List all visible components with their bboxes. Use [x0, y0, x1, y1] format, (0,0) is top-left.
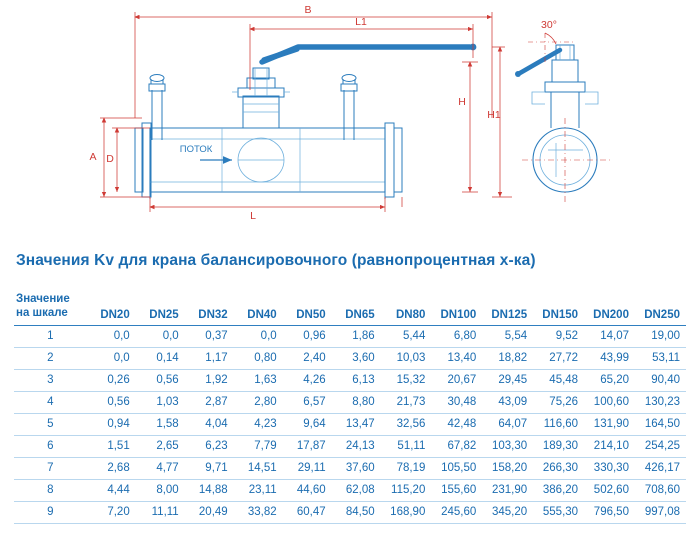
row-scale-value: 6 — [14, 435, 87, 457]
technical-drawing — [0, 0, 700, 228]
cell-dn65: 24,13 — [332, 435, 381, 457]
kv-table — [14, 292, 686, 524]
cell-dn200: 214,10 — [584, 435, 635, 457]
cell-dn40: 1,63 — [234, 369, 283, 391]
cell-dn200: 43,99 — [584, 347, 635, 369]
cell-dn32: 9,71 — [185, 457, 234, 479]
cell-dn32: 1,92 — [185, 369, 234, 391]
row-scale-value: 3 — [14, 369, 87, 391]
cell-dn150: 75,26 — [533, 391, 584, 413]
kv-table-header-row — [14, 292, 686, 325]
cell-dn20: 0,94 — [87, 413, 136, 435]
cell-dn250: 708,60 — [635, 479, 686, 501]
cell-dn100: 155,60 — [431, 479, 482, 501]
cell-dn32: 2,87 — [185, 391, 234, 413]
cell-dn150: 386,20 — [533, 479, 584, 501]
cell-dn65: 1,86 — [332, 325, 381, 347]
dimension-label-angle: 30° — [541, 19, 557, 31]
cell-dn150: 45,48 — [533, 369, 584, 391]
cell-dn32: 6,23 — [185, 435, 234, 457]
dimension-label-h: H — [458, 96, 466, 108]
row-scale-value: 2 — [14, 347, 87, 369]
cell-dn25: 0,0 — [136, 325, 185, 347]
flow-label: ПОТОК — [179, 144, 213, 155]
cell-dn125: 18,82 — [482, 347, 533, 369]
cell-dn250: 997,08 — [635, 501, 686, 523]
cell-dn200: 131,90 — [584, 413, 635, 435]
row-scale-value: 8 — [14, 479, 87, 501]
dimension-label-h1: H1 — [487, 109, 501, 121]
cell-dn80: 168,90 — [381, 501, 432, 523]
cell-dn250: 164,50 — [635, 413, 686, 435]
cell-dn125: 43,09 — [482, 391, 533, 413]
cell-dn40: 7,79 — [234, 435, 283, 457]
kv-table-body — [14, 325, 686, 523]
cell-dn32: 0,37 — [185, 325, 234, 347]
cell-dn20: 0,56 — [87, 391, 136, 413]
cell-dn125: 231,90 — [482, 479, 533, 501]
cell-dn50: 17,87 — [283, 435, 332, 457]
column-header-dn65: DN65 — [332, 292, 381, 325]
cell-dn150: 555,30 — [533, 501, 584, 523]
column-header-dn150: DN150 — [533, 292, 584, 325]
cell-dn50: 2,40 — [283, 347, 332, 369]
row-scale-value: 4 — [14, 391, 87, 413]
cell-dn20: 1,51 — [87, 435, 136, 457]
cell-dn25: 0,14 — [136, 347, 185, 369]
cell-dn25: 8,00 — [136, 479, 185, 501]
cell-dn80: 78,19 — [381, 457, 432, 479]
cell-dn20: 2,68 — [87, 457, 136, 479]
cell-dn125: 158,20 — [482, 457, 533, 479]
cell-dn80: 51,11 — [381, 435, 432, 457]
cell-dn65: 13,47 — [332, 413, 381, 435]
cell-dn200: 100,60 — [584, 391, 635, 413]
row-scale-value: 1 — [14, 325, 87, 347]
cell-dn100: 67,82 — [431, 435, 482, 457]
cell-dn250: 90,40 — [635, 369, 686, 391]
cell-dn65: 84,50 — [332, 501, 381, 523]
column-header-dn25: DN25 — [136, 292, 185, 325]
cell-dn100: 20,67 — [431, 369, 482, 391]
table-row — [14, 501, 686, 523]
kv-table-title: Значения Kv для крана балансировочного (равнопроцентная х-ка) — [16, 252, 536, 269]
cell-dn80: 32,56 — [381, 413, 432, 435]
cell-dn150: 116,60 — [533, 413, 584, 435]
column-header-dn250: DN250 — [635, 292, 686, 325]
cell-dn65: 62,08 — [332, 479, 381, 501]
cell-dn50: 29,11 — [283, 457, 332, 479]
cell-dn25: 1,58 — [136, 413, 185, 435]
cell-dn200: 502,60 — [584, 479, 635, 501]
cell-dn20: 0,0 — [87, 347, 136, 369]
cell-dn40: 0,80 — [234, 347, 283, 369]
cell-dn200: 14,07 — [584, 325, 635, 347]
cell-dn50: 0,96 — [283, 325, 332, 347]
cell-dn100: 30,48 — [431, 391, 482, 413]
cell-dn250: 19,00 — [635, 325, 686, 347]
cell-dn125: 64,07 — [482, 413, 533, 435]
cell-dn20: 4,44 — [87, 479, 136, 501]
kv-table-header — [14, 292, 686, 325]
cell-dn40: 14,51 — [234, 457, 283, 479]
table-row — [14, 479, 686, 501]
cell-dn65: 6,13 — [332, 369, 381, 391]
dimension-label-b: B — [304, 4, 312, 16]
cell-dn40: 23,11 — [234, 479, 283, 501]
cell-dn100: 42,48 — [431, 413, 482, 435]
cell-dn25: 1,03 — [136, 391, 185, 413]
kv-scale-header — [14, 292, 87, 325]
column-header-dn200: DN200 — [584, 292, 635, 325]
cell-dn40: 0,0 — [234, 325, 283, 347]
cell-dn32: 14,88 — [185, 479, 234, 501]
cell-dn65: 3,60 — [332, 347, 381, 369]
dimension-label-l: L — [250, 210, 256, 222]
dimension-label-l1: L1 — [355, 16, 367, 28]
cell-dn200: 330,30 — [584, 457, 635, 479]
dimension-label-d: D — [106, 153, 114, 165]
cell-dn65: 37,60 — [332, 457, 381, 479]
cell-dn25: 11,11 — [136, 501, 185, 523]
cell-dn50: 4,26 — [283, 369, 332, 391]
cell-dn125: 29,45 — [482, 369, 533, 391]
column-header-dn80: DN80 — [381, 292, 432, 325]
cell-dn200: 65,20 — [584, 369, 635, 391]
table-row — [14, 413, 686, 435]
row-scale-value: 7 — [14, 457, 87, 479]
kv-scale-header-line2: на шкале — [16, 307, 68, 320]
cell-dn125: 5,54 — [482, 325, 533, 347]
cell-dn50: 6,57 — [283, 391, 332, 413]
cell-dn250: 426,17 — [635, 457, 686, 479]
cell-dn50: 60,47 — [283, 501, 332, 523]
column-header-dn125: DN125 — [482, 292, 533, 325]
cell-dn32: 4,04 — [185, 413, 234, 435]
cell-dn150: 189,30 — [533, 435, 584, 457]
column-header-dn20: DN20 — [87, 292, 136, 325]
cell-dn25: 2,65 — [136, 435, 185, 457]
cell-dn20: 7,20 — [87, 501, 136, 523]
cell-dn80: 21,73 — [381, 391, 432, 413]
dimension-label-a: A — [89, 151, 97, 163]
table-row — [14, 457, 686, 479]
cell-dn250: 130,23 — [635, 391, 686, 413]
cell-dn32: 1,17 — [185, 347, 234, 369]
table-row — [14, 435, 686, 457]
table-row — [14, 325, 686, 347]
row-scale-value: 5 — [14, 413, 87, 435]
cell-dn80: 15,32 — [381, 369, 432, 391]
column-header-dn100: DN100 — [431, 292, 482, 325]
kv-table-container — [14, 292, 686, 524]
cell-dn20: 0,26 — [87, 369, 136, 391]
cell-dn40: 33,82 — [234, 501, 283, 523]
cell-dn100: 105,50 — [431, 457, 482, 479]
cell-dn250: 53,11 — [635, 347, 686, 369]
cell-dn50: 44,60 — [283, 479, 332, 501]
cell-dn32: 20,49 — [185, 501, 234, 523]
cell-dn150: 27,72 — [533, 347, 584, 369]
cell-dn100: 13,40 — [431, 347, 482, 369]
cell-dn150: 266,30 — [533, 457, 584, 479]
cell-dn25: 0,56 — [136, 369, 185, 391]
row-scale-value: 9 — [14, 501, 87, 523]
column-header-dn40: DN40 — [234, 292, 283, 325]
table-row — [14, 391, 686, 413]
kv-scale-header-line1: Значение — [16, 293, 70, 305]
column-header-dn50: DN50 — [283, 292, 332, 325]
cell-dn25: 4,77 — [136, 457, 185, 479]
cell-dn250: 254,25 — [635, 435, 686, 457]
cell-dn125: 103,30 — [482, 435, 533, 457]
table-row — [14, 347, 686, 369]
cell-dn100: 6,80 — [431, 325, 482, 347]
cell-dn150: 9,52 — [533, 325, 584, 347]
cell-dn200: 796,50 — [584, 501, 635, 523]
column-header-dn32: DN32 — [185, 292, 234, 325]
cell-dn80: 10,03 — [381, 347, 432, 369]
cell-dn40: 4,23 — [234, 413, 283, 435]
table-row — [14, 369, 686, 391]
cell-dn40: 2,80 — [234, 391, 283, 413]
cell-dn80: 115,20 — [381, 479, 432, 501]
cell-dn125: 345,20 — [482, 501, 533, 523]
cell-dn80: 5,44 — [381, 325, 432, 347]
cell-dn100: 245,60 — [431, 501, 482, 523]
cell-dn20: 0,0 — [87, 325, 136, 347]
cell-dn50: 9,64 — [283, 413, 332, 435]
cell-dn65: 8,80 — [332, 391, 381, 413]
